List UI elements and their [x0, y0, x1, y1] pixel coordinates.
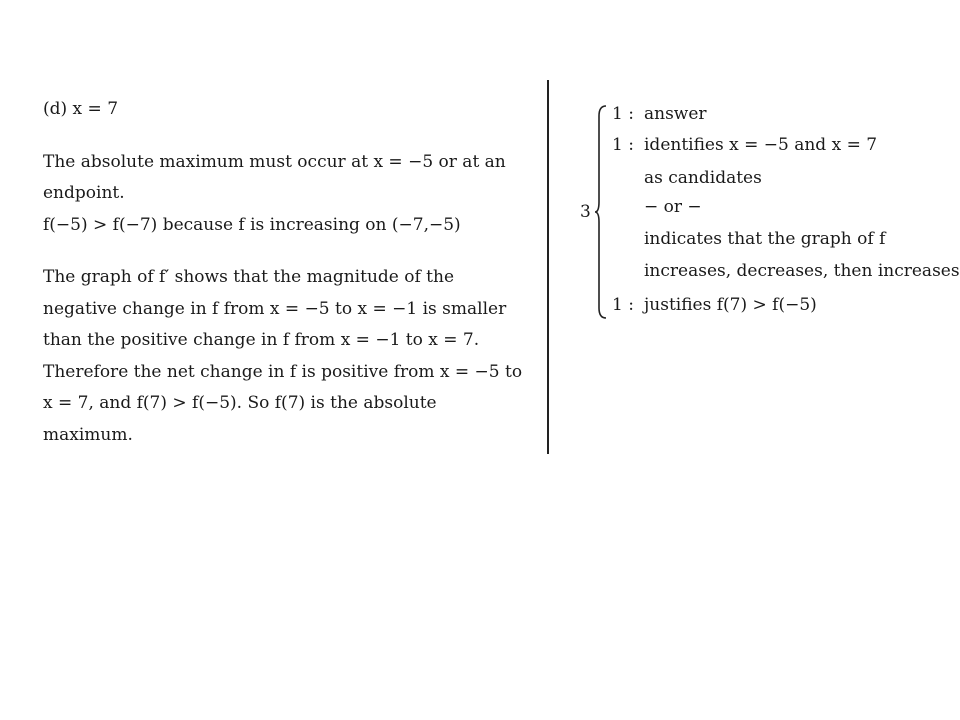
rubric-or: − or −: [644, 197, 702, 217]
rubric-item-alt-1: indicates that the graph of f: [644, 229, 886, 249]
solution-line-4: The graph of f′ shows that the magnitude of the: [43, 267, 455, 287]
rubric-points-2: 1 :: [612, 135, 634, 155]
rubric-points-1: 1 :: [612, 104, 634, 124]
solution-line-9: maximum.: [43, 425, 133, 445]
solution-line-1: The absolute maximum must occur at x = −5 or at an: [43, 152, 506, 172]
rubric-item-2-cont: as candidates: [644, 168, 762, 188]
solution-line-7: Therefore the net change in f is positive from x = −5 to: [43, 362, 523, 382]
rubric-points-3: 1 :: [612, 295, 634, 315]
part-answer: (d) x = 7: [43, 99, 119, 119]
solution-line-6: than the positive change in f from x = −1 to x = 7.: [43, 330, 480, 350]
column-divider: [547, 80, 549, 454]
solution-line-8: x = 7, and f(7) > f(−5). So f(7) is the absolute: [43, 393, 437, 413]
solution-line-5: negative change in f from x = −5 to x = −1 is smaller: [43, 299, 507, 319]
rubric-item-1: answer: [644, 104, 707, 124]
rubric-brace: [594, 104, 608, 320]
rubric-total-points: 3: [580, 202, 591, 222]
rubric-item-alt-2: increases, decreases, then increases: [644, 261, 960, 281]
solution-line-2: endpoint.: [43, 183, 125, 203]
rubric-item-2: identifies x = −5 and x = 7: [644, 135, 878, 155]
solution-line-3: f(−5) > f(−7) because f is increasing on (−7,−5): [43, 215, 461, 235]
rubric-item-3: justifies f(7) > f(−5): [644, 295, 817, 315]
